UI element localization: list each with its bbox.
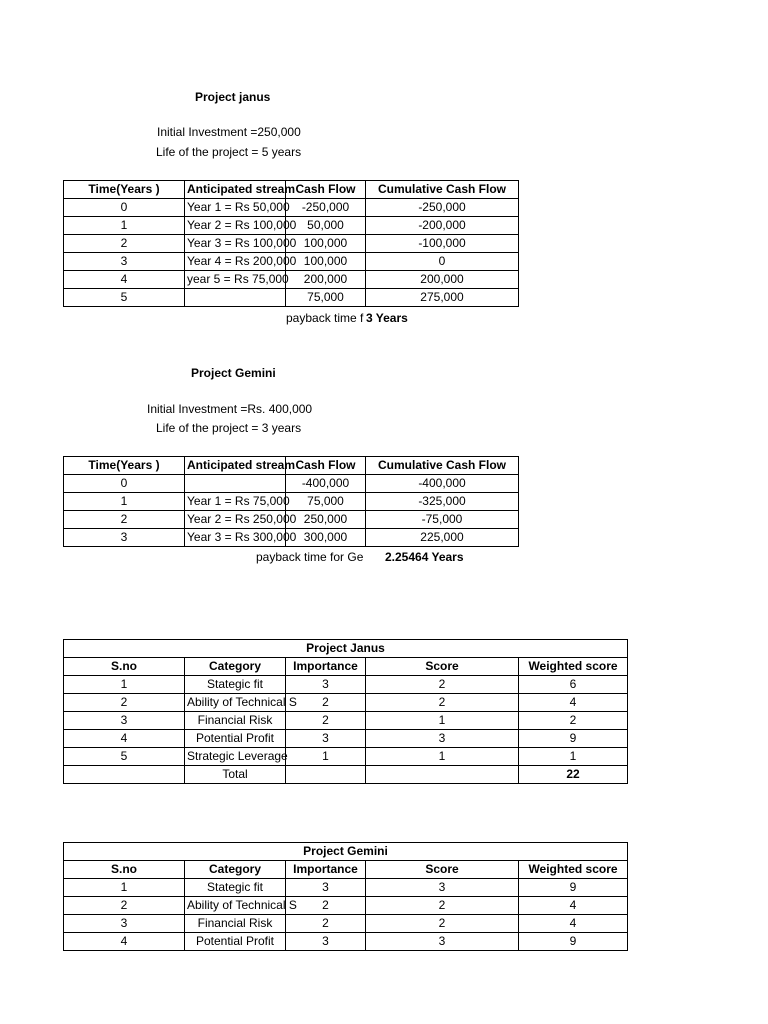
column-header: Score bbox=[366, 658, 519, 676]
table-cell: year 5 = Rs 75,000 bbox=[185, 271, 286, 289]
table-cell: 300,000 bbox=[286, 529, 366, 547]
table-cell: 2 bbox=[64, 511, 185, 529]
table-row bbox=[64, 694, 628, 712]
janus-life: Life of the project = 5 years bbox=[156, 145, 302, 159]
table-cell bbox=[185, 475, 286, 493]
gemini-score-table bbox=[63, 842, 628, 951]
table-cell: 2 bbox=[286, 897, 366, 915]
table-cell: Year 2 = Rs 100,000 bbox=[185, 217, 286, 235]
column-header: S.no bbox=[64, 658, 185, 676]
table-cell: 2 bbox=[286, 694, 366, 712]
column-header: Cash Flow bbox=[286, 181, 366, 199]
table-cell: 3 bbox=[366, 933, 519, 951]
header-row bbox=[64, 181, 519, 199]
table-cell: -400,000 bbox=[366, 475, 519, 493]
table-cell: Financial Risk bbox=[185, 915, 286, 933]
table-cell: 9 bbox=[519, 879, 628, 897]
table-cell: Year 1 = Rs 75,000 bbox=[185, 493, 286, 511]
table-cell: -400,000 bbox=[286, 475, 366, 493]
table-row bbox=[64, 915, 628, 933]
janus-payback-value: 3 Years bbox=[366, 311, 408, 325]
table-cell: 1 bbox=[519, 748, 628, 766]
header-row bbox=[64, 861, 628, 879]
column-header: Score bbox=[366, 861, 519, 879]
table-row bbox=[64, 676, 628, 694]
table-cell: 1 bbox=[64, 879, 185, 897]
table-cell: 6 bbox=[519, 676, 628, 694]
table-row bbox=[64, 235, 519, 253]
janus-title: Project janus bbox=[195, 90, 271, 104]
table-row bbox=[64, 712, 628, 730]
table-cell: 100,000 bbox=[286, 253, 366, 271]
table-cell: 3 bbox=[366, 730, 519, 748]
table-cell: 4 bbox=[64, 730, 185, 748]
column-header: Weighted score bbox=[519, 861, 628, 879]
total-value: 22 bbox=[519, 766, 628, 784]
gemini-payback-value: 2.25464 Years bbox=[385, 550, 464, 564]
table-cell: 2 bbox=[64, 694, 185, 712]
table-cell: Financial Risk bbox=[185, 712, 286, 730]
table-cell: 2 bbox=[519, 712, 628, 730]
table-cell: Year 3 = Rs 300,000 bbox=[185, 529, 286, 547]
table-row bbox=[64, 199, 519, 217]
table-cell: 3 bbox=[64, 915, 185, 933]
gemini-cashflow-table bbox=[63, 456, 519, 547]
table-row bbox=[64, 748, 628, 766]
column-header: Time(Years ) bbox=[64, 181, 185, 199]
janus-payback-label: payback time f bbox=[286, 311, 364, 325]
title-row bbox=[64, 640, 628, 658]
table-row bbox=[64, 475, 519, 493]
table-cell: -75,000 bbox=[366, 511, 519, 529]
table-cell: Year 1 = Rs 50,000 bbox=[185, 199, 286, 217]
table-cell: 3 bbox=[64, 253, 185, 271]
table-cell: Potential Profit bbox=[185, 730, 286, 748]
table-cell: 275,000 bbox=[366, 289, 519, 307]
score-table-title: Project Janus bbox=[64, 640, 628, 658]
table-cell: -325,000 bbox=[366, 493, 519, 511]
table-row bbox=[64, 897, 628, 915]
table-cell: 2 bbox=[286, 915, 366, 933]
table-cell: 2 bbox=[64, 235, 185, 253]
table-cell: 3 bbox=[286, 676, 366, 694]
header-row bbox=[64, 457, 519, 475]
gemini-title: Project Gemini bbox=[191, 366, 276, 380]
table-cell: 3 bbox=[286, 933, 366, 951]
column-header: Weighted score bbox=[519, 658, 628, 676]
table-cell: 4 bbox=[519, 897, 628, 915]
title-row bbox=[64, 843, 628, 861]
table-cell: -250,000 bbox=[366, 199, 519, 217]
column-header: Importance bbox=[286, 861, 366, 879]
table-cell: 1 bbox=[286, 748, 366, 766]
column-header: Time(Years ) bbox=[64, 457, 185, 475]
table-cell: 250,000 bbox=[286, 511, 366, 529]
table-row bbox=[64, 529, 519, 547]
table-cell: Year 2 = Rs 250,000 bbox=[185, 511, 286, 529]
janus-initial-investment: Initial Investment =250,000 bbox=[157, 125, 301, 139]
table-cell: 2 bbox=[366, 676, 519, 694]
column-header: Cash Flow bbox=[286, 457, 366, 475]
table-row bbox=[64, 511, 519, 529]
table-cell: 3 bbox=[64, 529, 185, 547]
table-cell: 2 bbox=[366, 915, 519, 933]
empty-cell bbox=[64, 766, 185, 784]
table-cell: Year 3 = Rs 100,000 bbox=[185, 235, 286, 253]
table-cell: 225,000 bbox=[366, 529, 519, 547]
table-cell: 3 bbox=[286, 879, 366, 897]
table-cell: -100,000 bbox=[366, 235, 519, 253]
table-row bbox=[64, 289, 519, 307]
table-cell: 0 bbox=[366, 253, 519, 271]
table-row bbox=[64, 217, 519, 235]
table-cell: 200,000 bbox=[286, 271, 366, 289]
table-row bbox=[64, 271, 519, 289]
total-row bbox=[64, 766, 628, 784]
table-cell: Ability of Technical S bbox=[185, 897, 286, 915]
table-cell: 5 bbox=[64, 289, 185, 307]
table-row bbox=[64, 933, 628, 951]
empty-cell bbox=[366, 766, 519, 784]
janus-cashflow-table bbox=[63, 180, 519, 307]
table-cell: 4 bbox=[519, 915, 628, 933]
table-cell: 0 bbox=[64, 199, 185, 217]
table-cell: 200,000 bbox=[366, 271, 519, 289]
column-header: S.no bbox=[64, 861, 185, 879]
column-header: Cumulative Cash Flow bbox=[366, 181, 519, 199]
table-cell: 3 bbox=[286, 730, 366, 748]
empty-cell bbox=[286, 766, 366, 784]
gemini-payback-label: payback time for Ge bbox=[256, 550, 364, 564]
column-header: Category bbox=[185, 861, 286, 879]
table-cell: Potential Profit bbox=[185, 933, 286, 951]
table-cell: -250,000 bbox=[286, 199, 366, 217]
column-header: Anticipated stream bbox=[185, 457, 286, 475]
column-header: Importance bbox=[286, 658, 366, 676]
gemini-initial-investment: Initial Investment =Rs. 400,000 bbox=[147, 402, 313, 416]
table-cell: 0 bbox=[64, 475, 185, 493]
table-row bbox=[64, 253, 519, 271]
table-cell: 2 bbox=[366, 897, 519, 915]
table-cell: 5 bbox=[64, 748, 185, 766]
header-row bbox=[64, 658, 628, 676]
table-cell: 75,000 bbox=[286, 289, 366, 307]
table-cell: 1 bbox=[366, 712, 519, 730]
table-cell: 1 bbox=[64, 676, 185, 694]
table-cell: Stategic fit bbox=[185, 676, 286, 694]
table-row bbox=[64, 493, 519, 511]
table-cell: 3 bbox=[64, 712, 185, 730]
table-cell: Strategic Leverage bbox=[185, 748, 286, 766]
table-cell: 4 bbox=[64, 271, 185, 289]
table-cell: 1 bbox=[64, 217, 185, 235]
table-row bbox=[64, 879, 628, 897]
table-cell: 3 bbox=[366, 879, 519, 897]
table-cell: 1 bbox=[366, 748, 519, 766]
janus-score-table bbox=[63, 639, 628, 784]
table-cell: Year 4 = Rs 200,000 bbox=[185, 253, 286, 271]
table-cell: 9 bbox=[519, 730, 628, 748]
table-cell: 9 bbox=[519, 933, 628, 951]
table-cell: 75,000 bbox=[286, 493, 366, 511]
table-row bbox=[64, 730, 628, 748]
column-header: Category bbox=[185, 658, 286, 676]
column-header: Cumulative Cash Flow bbox=[366, 457, 519, 475]
table-cell: 4 bbox=[64, 933, 185, 951]
gemini-life: Life of the project = 3 years bbox=[156, 421, 302, 435]
table-cell: 2 bbox=[286, 712, 366, 730]
column-header: Anticipated stream bbox=[185, 181, 286, 199]
total-label: Total bbox=[185, 766, 286, 784]
table-cell: 1 bbox=[64, 493, 185, 511]
table-cell: 100,000 bbox=[286, 235, 366, 253]
table-cell: Ability of Technical S bbox=[185, 694, 286, 712]
table-cell: -200,000 bbox=[366, 217, 519, 235]
table-cell bbox=[185, 289, 286, 307]
table-cell: 4 bbox=[519, 694, 628, 712]
table-cell: Stategic fit bbox=[185, 879, 286, 897]
table-cell: 2 bbox=[64, 897, 185, 915]
score-table-title: Project Gemini bbox=[64, 843, 628, 861]
table-cell: 50,000 bbox=[286, 217, 366, 235]
table-cell: 2 bbox=[366, 694, 519, 712]
